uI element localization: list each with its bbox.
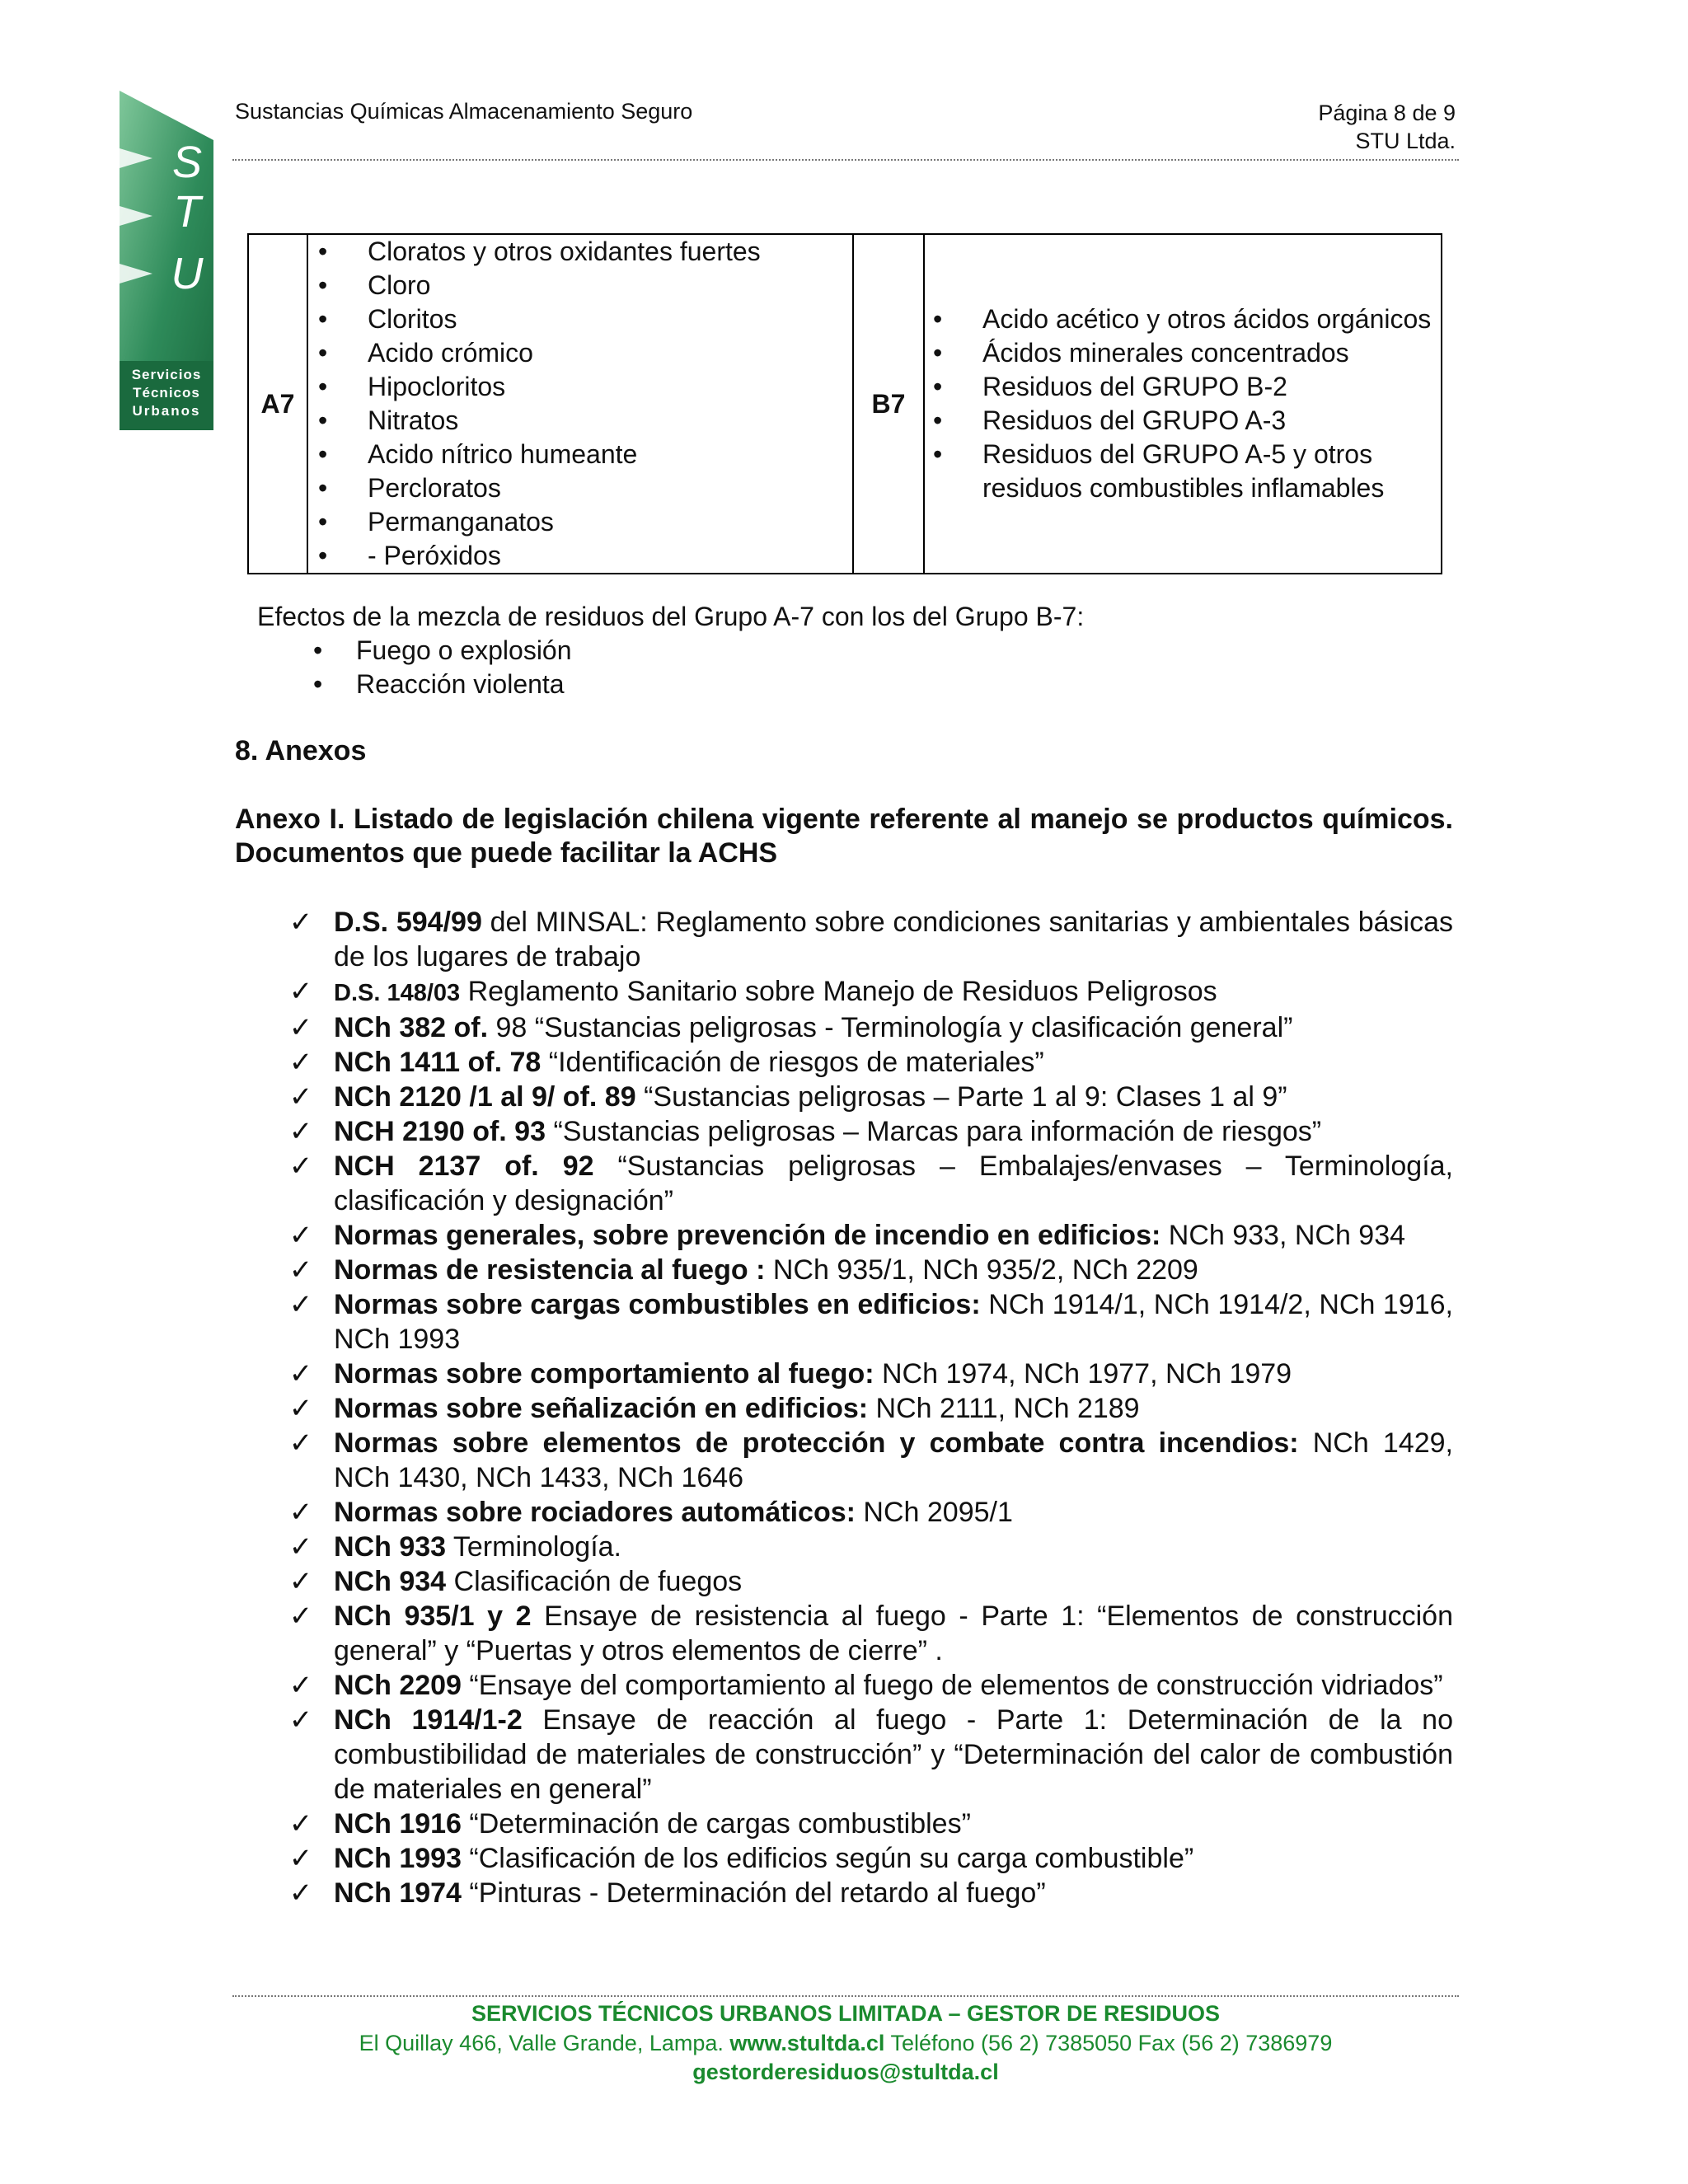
footer-website-link[interactable]: www.stultda.cl bbox=[729, 2031, 885, 2055]
checkmark-icon: ✓ bbox=[288, 1081, 313, 1113]
section-heading: 8. Anexos bbox=[235, 735, 367, 766]
checkmark-icon: ✓ bbox=[288, 1843, 313, 1874]
checkmark-icon: ✓ bbox=[288, 1012, 313, 1043]
list-item bbox=[235, 1841, 1453, 1876]
item-ref: NCh 1914/1-2 bbox=[334, 1704, 523, 1736]
annex-heading: Anexo I. Listado de legislación chilena vigente referente al manejo se productos químicos. Documentos que puede facilitar la ACHS bbox=[235, 804, 1453, 869]
checkmark-icon: ✓ bbox=[288, 1220, 313, 1251]
footer-contact bbox=[232, 2029, 1459, 2058]
list-item bbox=[235, 1391, 1453, 1426]
group-b-code: B7 bbox=[853, 234, 924, 574]
checkmark-icon: ✓ bbox=[288, 1393, 313, 1424]
item-text: Reglamento Sanitario sobre Manejo de Residuos Peligrosos bbox=[460, 976, 1217, 1007]
checkmark-icon: ✓ bbox=[288, 1289, 313, 1320]
checkmark-icon: ✓ bbox=[288, 1601, 313, 1632]
checkmark-icon: ✓ bbox=[288, 1427, 313, 1459]
list-item bbox=[235, 1599, 1453, 1668]
logo-line-1: Servicios bbox=[131, 367, 202, 382]
group-a-list bbox=[308, 235, 852, 573]
logo-letter-u: U bbox=[171, 249, 204, 298]
item-ref: NCh 934 bbox=[334, 1566, 447, 1597]
item-text: 98 “Sustancias peligrosas - Terminología y clasificación general” bbox=[488, 1012, 1293, 1043]
compatibility-table bbox=[247, 233, 1442, 574]
footer-address: El Quillay 466, Valle Grande, Lampa. bbox=[359, 2031, 724, 2055]
item-ref: Normas sobre elementos de protección y combate contra incendios: bbox=[334, 1427, 1299, 1459]
logo-letter-s: S bbox=[171, 138, 203, 187]
header-page-info bbox=[1318, 99, 1456, 155]
list-item bbox=[235, 1564, 1453, 1599]
checkmark-icon: ✓ bbox=[288, 1151, 313, 1182]
footer-company: SERVICIOS TÉCNICOS URBANOS LIMITADA – GESTOR DE RESIDUOS bbox=[471, 2001, 1221, 2026]
item-ref: NCh 2120 /1 al 9/ of. 89 bbox=[334, 1081, 636, 1113]
item-ref: NCh 935/1 y 2 bbox=[334, 1601, 532, 1632]
list-item bbox=[235, 1045, 1453, 1080]
item-ref: NCh 933 bbox=[334, 1531, 447, 1563]
header-rule bbox=[232, 159, 1459, 161]
item-ref: NCH 2137 of. 92 bbox=[334, 1151, 594, 1182]
list-item bbox=[235, 1357, 1453, 1391]
item-ref: NCh 382 of. bbox=[334, 1012, 489, 1043]
item-text: “Determinación de cargas combustibles” bbox=[461, 1808, 971, 1840]
list-item bbox=[235, 1668, 1453, 1703]
list-item: • Acido crómico bbox=[308, 336, 852, 370]
footer-email-link[interactable]: gestorderesiduos@stultda.cl bbox=[692, 2060, 999, 2084]
list-item: • Percloratos bbox=[308, 471, 852, 505]
checkmark-icon: ✓ bbox=[288, 1254, 313, 1286]
item-text: “Sustancias peligrosas – Embalajes/envases – Terminología, clasificación y designación” bbox=[334, 1151, 1454, 1216]
logo-line-2: Técnicos bbox=[133, 385, 200, 401]
list-item: • Acido nítrico humeante bbox=[308, 438, 852, 471]
list-item bbox=[235, 1703, 1453, 1807]
list-item bbox=[235, 1495, 1453, 1530]
item-ref: Normas sobre cargas combustibles en edificios: bbox=[334, 1289, 981, 1320]
item-text: Ensaye de resistencia al fuego - Parte 1: “Elementos de construcción general” y “Puertas y otros elementos de cierre” . bbox=[334, 1601, 1454, 1666]
header-company: STU Ltda. bbox=[1355, 129, 1456, 153]
list-item bbox=[235, 1149, 1453, 1218]
group-b-cell bbox=[924, 234, 1442, 574]
item-text: NCh 1974, NCh 1977, NCh 1979 bbox=[874, 1358, 1292, 1390]
list-item: • Nitratos bbox=[308, 404, 852, 438]
item-ref: NCH 2190 of. 93 bbox=[334, 1116, 546, 1147]
item-ref: D.S. 594/99 bbox=[334, 907, 482, 938]
header-doc-title: Sustancias Químicas Almacenamiento Seguro bbox=[235, 99, 693, 124]
list-item: • Reacción violenta bbox=[257, 668, 1084, 701]
checkmark-icon: ✓ bbox=[288, 1704, 313, 1736]
checkmark-icon: ✓ bbox=[288, 1670, 313, 1701]
checkmark-icon: ✓ bbox=[288, 1358, 313, 1390]
legislation-list bbox=[235, 905, 1453, 1910]
item-text: Clasificación de fuegos bbox=[446, 1566, 743, 1597]
list-item: • Cloratos y otros oxidantes fuertes bbox=[308, 235, 852, 269]
item-text: del MINSAL: Reglamento sobre condiciones sanitarias y ambientales básicas de los lugares de trabajo bbox=[334, 907, 1453, 972]
list-item: • Residuos del GRUPO A-5 y otros residuos combustibles inflamables bbox=[925, 438, 1441, 505]
effects-list bbox=[257, 634, 1084, 701]
logo-letter-t: T bbox=[173, 187, 201, 237]
item-text: “Sustancias peligrosas – Parte 1 al 9: Clases 1 al 9” bbox=[635, 1081, 1287, 1113]
footer-phones: Teléfono (56 2) 7385050 Fax (56 2) 7386979 bbox=[890, 2031, 1333, 2055]
item-ref: D.S. 148/03 bbox=[334, 980, 461, 1006]
item-ref: NCh 1411 of. 78 bbox=[334, 1047, 542, 1078]
group-b-list bbox=[925, 302, 1441, 505]
list-item: • Cloro bbox=[308, 269, 852, 302]
list-item bbox=[235, 1876, 1453, 1910]
checkmark-icon: ✓ bbox=[288, 976, 313, 1007]
list-item: • Permanganatos bbox=[308, 505, 852, 539]
list-item bbox=[235, 1218, 1453, 1253]
item-text: “Clasificación de los edificios según su carga combustible” bbox=[461, 1843, 1194, 1874]
mixing-effects bbox=[257, 600, 1084, 701]
item-ref: Normas sobre comportamiento al fuego: bbox=[334, 1358, 874, 1390]
item-text: “Identificación de riesgos de materiales” bbox=[541, 1047, 1044, 1078]
group-a-code: A7 bbox=[248, 234, 307, 574]
item-text: NCh 935/1, NCh 935/2, NCh 2209 bbox=[765, 1254, 1198, 1286]
item-text: NCh 1914/1, NCh 1914/2, NCh 1916, NCh 1993 bbox=[334, 1289, 1453, 1355]
effects-intro: Efectos de la mezcla de residuos del Grupo A-7 con los del Grupo B-7: bbox=[257, 602, 1085, 631]
list-item: • Residuos del GRUPO A-3 bbox=[925, 404, 1441, 438]
item-text: “Ensaye del comportamiento al fuego de elementos de construcción vidriados” bbox=[461, 1670, 1443, 1701]
item-text: NCh 2111, NCh 2189 bbox=[868, 1393, 1140, 1424]
item-ref: Normas sobre rociadores automáticos: bbox=[334, 1497, 856, 1528]
item-text: NCh 933, NCh 934 bbox=[1160, 1220, 1406, 1251]
item-ref: NCh 1916 bbox=[334, 1808, 462, 1840]
list-item: • Residuos del GRUPO B-2 bbox=[925, 370, 1441, 404]
item-ref: NCh 1974 bbox=[334, 1877, 462, 1909]
table-row bbox=[248, 234, 1442, 574]
checkmark-icon: ✓ bbox=[288, 1531, 313, 1563]
list-item bbox=[235, 974, 1453, 1010]
checkmark-icon: ✓ bbox=[288, 1116, 313, 1147]
item-ref: Normas sobre señalización en edificios: bbox=[334, 1393, 869, 1424]
group-a-cell bbox=[307, 234, 853, 574]
list-item bbox=[235, 905, 1453, 974]
item-text: NCh 2095/1 bbox=[855, 1497, 1013, 1528]
item-text: Terminología. bbox=[446, 1531, 621, 1563]
list-item: • Cloritos bbox=[308, 302, 852, 336]
list-item bbox=[235, 1114, 1453, 1149]
item-ref: Normas generales, sobre prevención de incendio en edificios: bbox=[334, 1220, 1161, 1251]
footer-rule bbox=[232, 1995, 1459, 1997]
checkmark-icon: ✓ bbox=[288, 1566, 313, 1597]
item-text: Ensaye de reacción al fuego - Parte 1: Determinación de la no combustibilidad de materiales de construcción” y “Determinación del calor de combustión de materiales en general” bbox=[334, 1704, 1454, 1805]
list-item: • Ácidos minerales concentrados bbox=[925, 336, 1441, 370]
list-item bbox=[235, 1287, 1453, 1357]
list-item: • Acido acético y otros ácidos orgánicos bbox=[925, 302, 1441, 336]
header-page-number: Página 8 de 9 bbox=[1318, 101, 1456, 125]
list-item: • - Peróxidos bbox=[308, 539, 852, 573]
list-item bbox=[235, 1253, 1453, 1287]
item-text: “Pinturas - Determinación del retardo al fuego” bbox=[461, 1877, 1046, 1909]
item-ref: NCh 2209 bbox=[334, 1670, 462, 1701]
list-item bbox=[235, 1530, 1453, 1564]
item-text: NCh 1429, NCh 1430, NCh 1433, NCh 1646 bbox=[334, 1427, 1453, 1493]
logo-line-3: Urbanos bbox=[132, 403, 201, 419]
item-text: “Sustancias peligrosas – Marcas para información de riesgos” bbox=[546, 1116, 1322, 1147]
item-ref: Normas de resistencia al fuego : bbox=[334, 1254, 766, 1286]
checkmark-icon: ✓ bbox=[288, 1877, 313, 1909]
checkmark-icon: ✓ bbox=[288, 907, 313, 938]
list-item bbox=[235, 1426, 1453, 1495]
item-ref: NCh 1993 bbox=[334, 1843, 462, 1874]
checkmark-icon: ✓ bbox=[288, 1808, 313, 1840]
checkmark-icon: ✓ bbox=[288, 1497, 313, 1528]
list-item bbox=[235, 1807, 1453, 1841]
list-item bbox=[235, 1010, 1453, 1045]
checkmark-icon: ✓ bbox=[288, 1047, 313, 1078]
list-item: • Hipocloritos bbox=[308, 370, 852, 404]
list-item: • Fuego o explosión bbox=[257, 634, 1084, 668]
list-item bbox=[235, 1080, 1453, 1114]
stu-logo bbox=[120, 91, 213, 430]
